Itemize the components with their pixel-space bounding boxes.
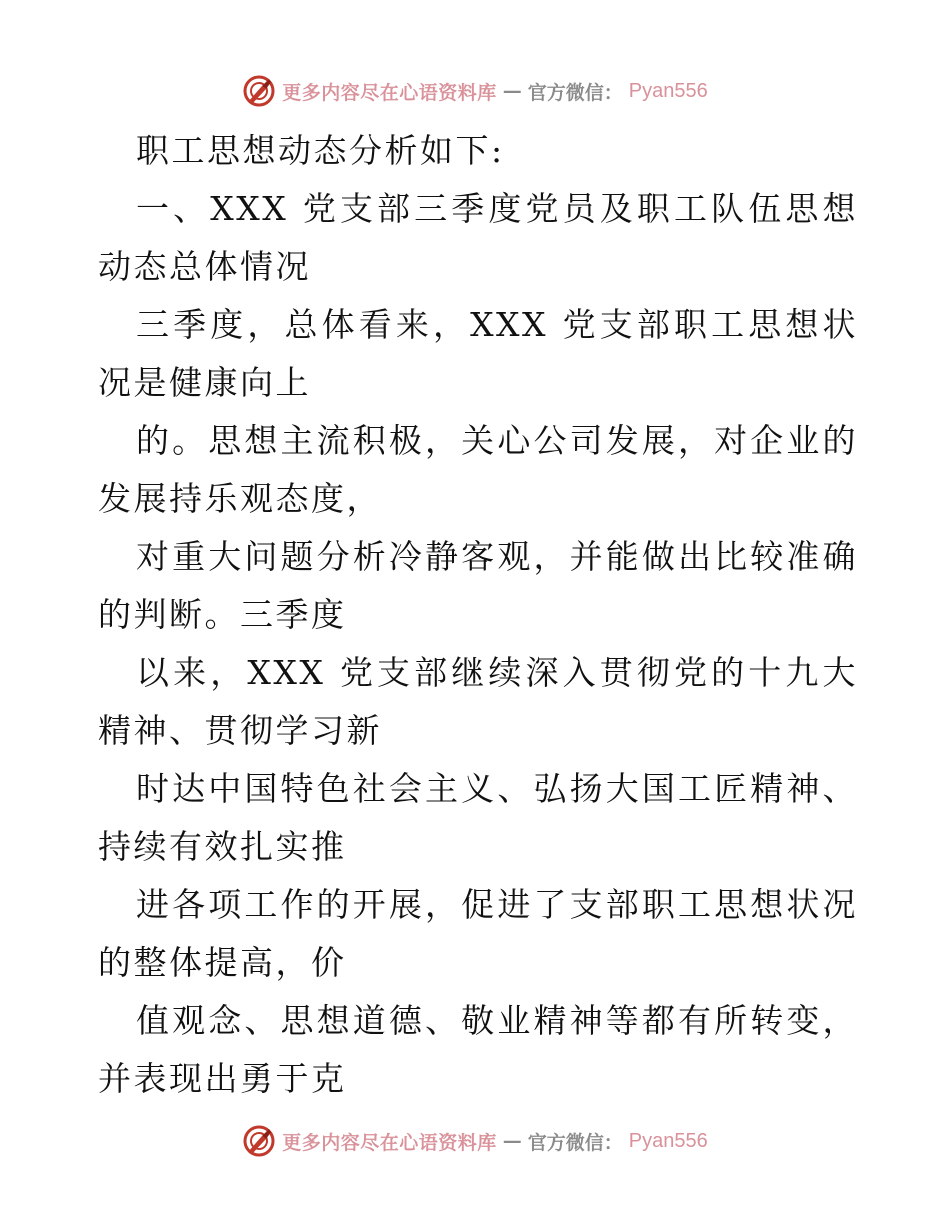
paragraph-section-heading: 一、XXX 党支部三季度党员及职工队伍思想动态总体情况 [98, 189, 858, 286]
paragraph-mainstream: 的。思想主流积极，关心公司发展，对企业的发展持乐观态度， [98, 421, 858, 518]
paragraph-analysis: 对重大问题分析冷静客观，并能做出比较准确的判断。三季度 [98, 537, 858, 634]
header-dash: — [502, 80, 522, 102]
footer-wechat-label: 官方微信： [527, 1131, 623, 1154]
pen-circle-logo-icon [242, 74, 276, 108]
paragraph-progress: 进各项工作的开展，促进了支部职工思想状况的整体提高，价 [98, 885, 858, 982]
footer-dash: — [502, 1130, 522, 1152]
header-brand-text: 更多内容尽在心语资料库 [282, 81, 497, 104]
footer-brand-text: 更多内容尽在心语资料库 [282, 1131, 497, 1154]
paragraph-intro: 职工思想动态分析如下: [136, 131, 505, 170]
paragraph-values: 值观念、思想道德、敬业精神等都有所转变，并表现出勇于克 [98, 1001, 858, 1098]
footer-banner-content [242, 1124, 708, 1158]
header-banner [0, 71, 950, 111]
pen-circle-logo-icon [242, 1124, 276, 1158]
paragraph-spirit: 时达中国特色社会主义、弘扬大国工匠精神、持续有效扎实推 [98, 769, 858, 866]
footer-banner [0, 1121, 950, 1161]
header-banner-content [242, 74, 708, 108]
header-wechat-id: Pyan556 [628, 79, 708, 102]
paragraph-summary: 三季度，总体看来，XXX 党支部职工思想状况是健康向上 [98, 305, 858, 402]
paragraph-study: 以来，XXX 党支部继续深入贯彻党的十九大精神、贯彻学习新 [98, 653, 858, 750]
header-wechat-label: 官方微信： [527, 81, 623, 104]
document-body [98, 122, 858, 1108]
footer-wechat-id: Pyan556 [628, 1129, 708, 1152]
